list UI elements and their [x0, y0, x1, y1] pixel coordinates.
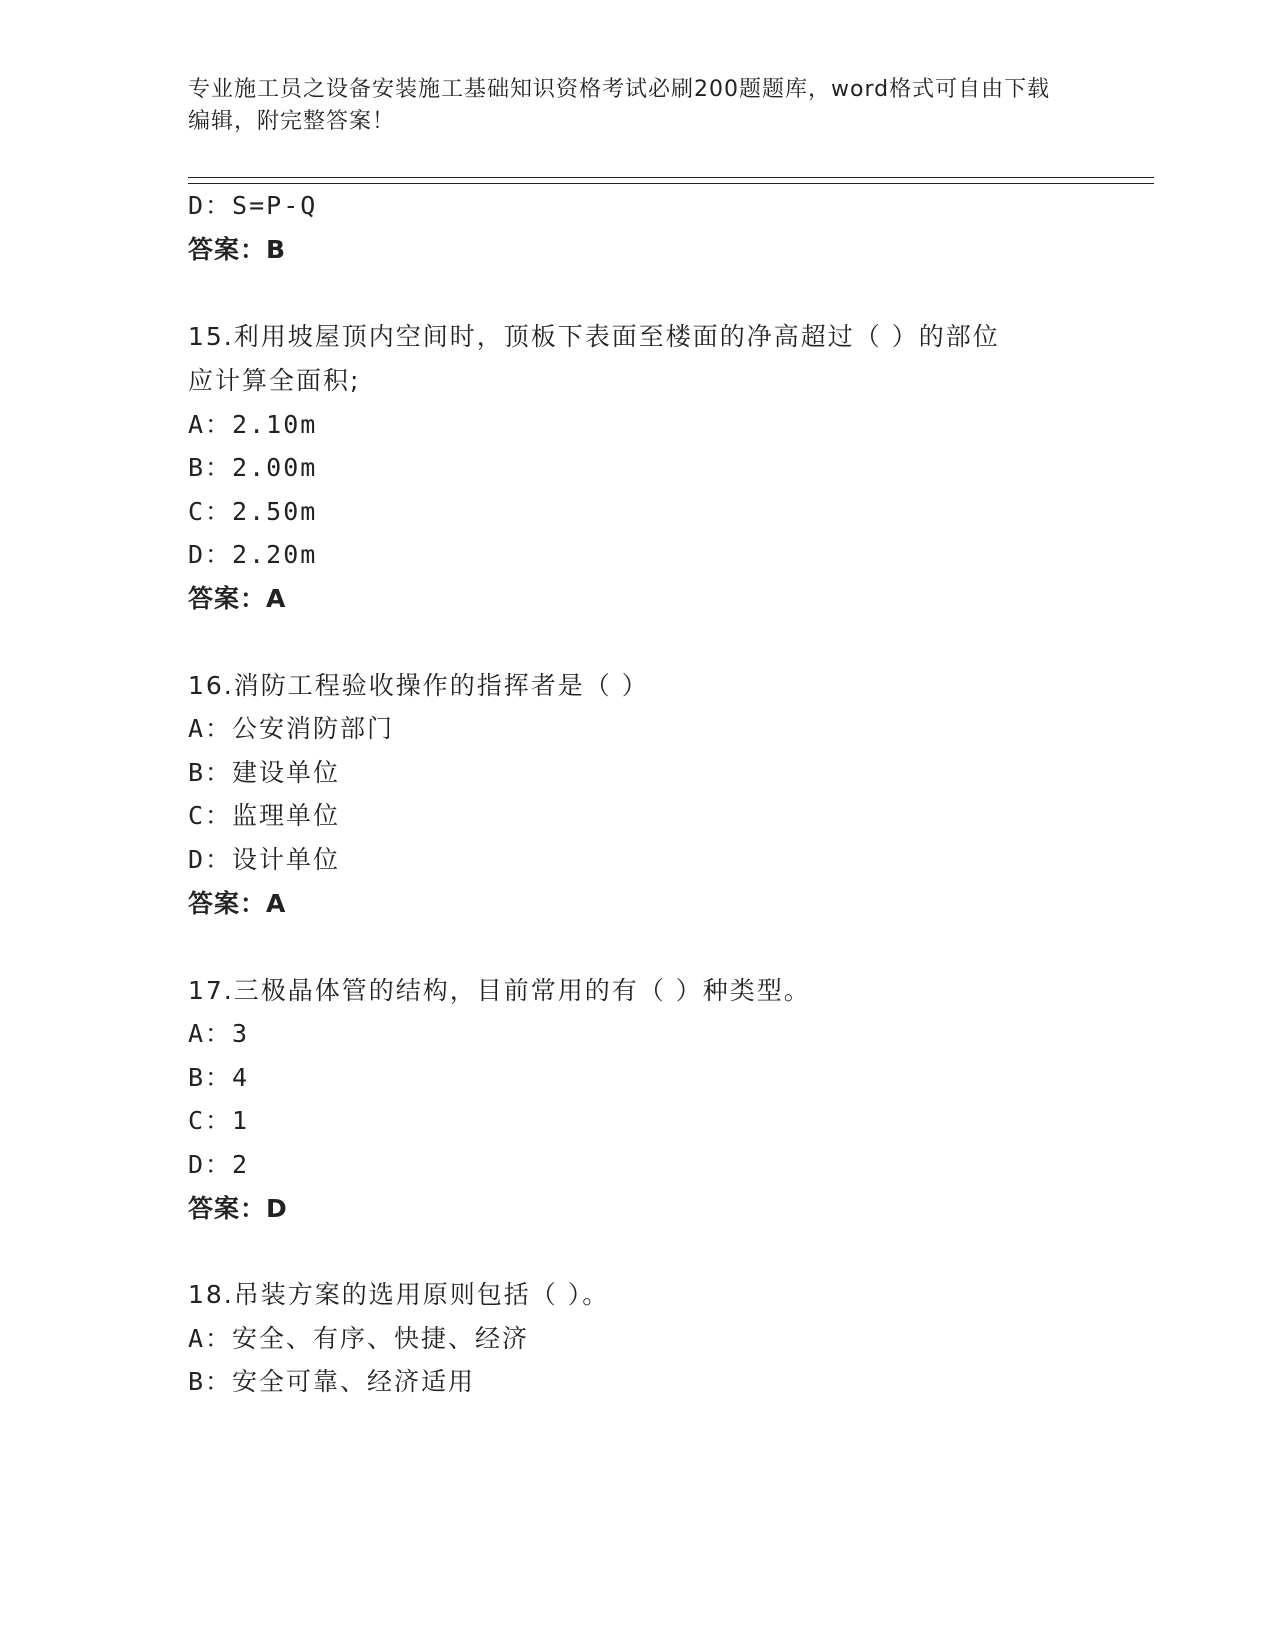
header-divider-bottom	[188, 183, 1154, 184]
question-15-option-b: B：2.00m	[188, 453, 318, 482]
question-17-option-a: A：3	[188, 1019, 250, 1048]
header-divider-top	[188, 177, 1154, 178]
question-15-option-c: C：2.50m	[188, 497, 318, 526]
question-16-answer: 答案：A	[188, 889, 287, 918]
question-18-text: 18.吊装方案的选用原则包括（ ）。	[188, 1280, 610, 1309]
question-15-answer: 答案：A	[188, 584, 287, 613]
question-17-option-c: C：1	[188, 1106, 250, 1135]
question-17-option-b: B：4	[188, 1063, 250, 1092]
question-18-option-b: B：安全可靠、经济适用	[188, 1367, 476, 1396]
question-18-option-a: A：安全、有序、快捷、经济	[188, 1324, 530, 1353]
question-16-text: 16.消防工程验收操作的指挥者是（ ）	[188, 671, 649, 700]
question-17-option-d: D：2	[188, 1150, 250, 1179]
question-15-option-a: A：2.10m	[188, 410, 318, 439]
question-16-option-b: B：建设单位	[188, 758, 341, 787]
question-17-answer: 答案：D	[188, 1194, 288, 1223]
question-17-text: 17.三极晶体管的结构，目前常用的有（ ）种类型。	[188, 976, 811, 1005]
question-16-option-d: D：设计单位	[188, 845, 341, 874]
prev-answer: 答案：B	[188, 235, 287, 264]
question-15-text-line2: 应计算全面积;	[188, 366, 361, 395]
question-15-text-line1: 15.利用坡屋顶内空间时，顶板下表面至楼面的净高超过（ ）的部位	[188, 322, 1000, 351]
prev-option-d: D：S=P-Q	[188, 191, 318, 220]
document-header-title: 专业施工员之设备安装施工基础知识资格考试必刷200题题库，word格式可自由下载编辑，附完整答案！	[188, 77, 1051, 134]
question-16-option-c: C：监理单位	[188, 801, 341, 830]
question-15-option-d: D：2.20m	[188, 540, 318, 569]
question-16-option-a: A：公安消防部门	[188, 714, 395, 743]
